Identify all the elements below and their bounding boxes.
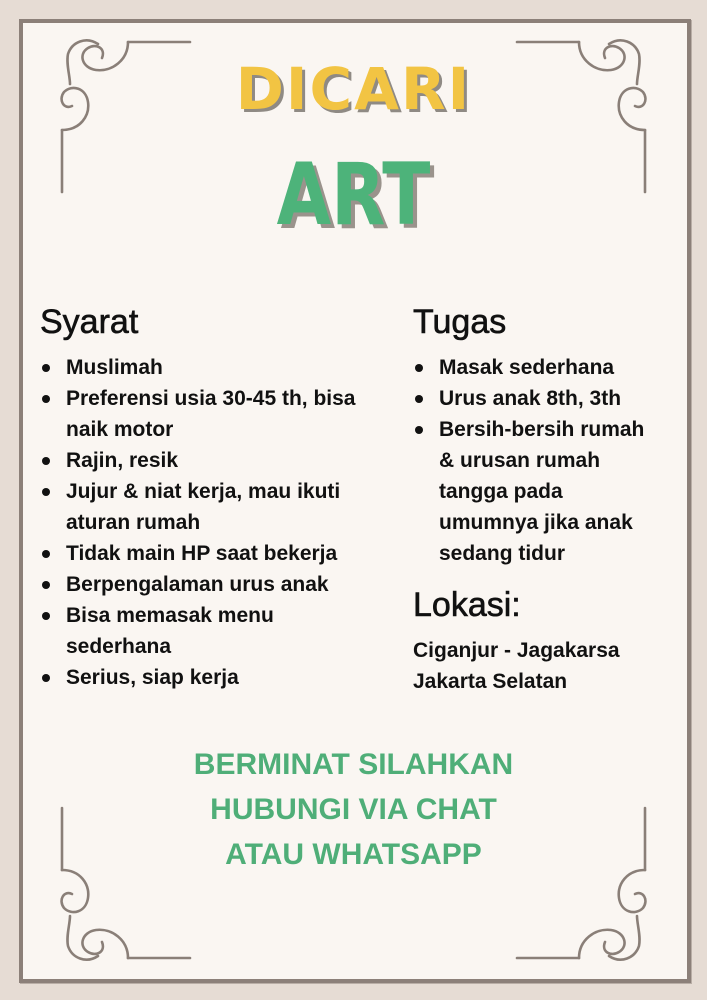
- list-item: Urus anak 8th, 3th: [413, 383, 658, 414]
- cta-line-3: ATAU WHATSAPP: [225, 838, 482, 871]
- list-item: Serius, siap kerja: [40, 662, 380, 693]
- lokasi-line-1: Ciganjur - Jagakarsa: [413, 639, 620, 662]
- call-to-action: [0, 742, 707, 877]
- title-dicari: DICARI: [235, 55, 472, 123]
- tugas-list: [413, 352, 658, 569]
- cta-line-1: BERMINAT SILAHKAN: [193, 748, 514, 781]
- list-item: Rajin, resik: [40, 445, 380, 476]
- list-item: Muslimah: [40, 352, 380, 383]
- lokasi-section: [413, 583, 658, 697]
- list-item: Bersih-bersih rumah & urusan rumah tangga pada umumnya jika anak sedang tidur: [413, 414, 658, 569]
- syarat-list: [40, 352, 380, 693]
- list-item: Preferensi usia 30-45 th, bisa naik motor: [40, 383, 380, 445]
- syarat-heading: Syarat: [40, 303, 139, 341]
- list-item: Tidak main HP saat bekerja: [40, 538, 380, 569]
- lokasi-line-2: Jakarta Selatan: [413, 670, 568, 693]
- title-art: ART: [276, 145, 431, 245]
- list-item: Jujur & niat kerja, mau ikuti aturan rumah: [40, 476, 380, 538]
- list-item: Berpengalaman urus anak: [40, 569, 380, 600]
- lokasi-heading: Lokasi:: [413, 586, 521, 624]
- tugas-section: [413, 300, 658, 697]
- cta-line-2: HUBUNGI VIA CHAT: [210, 793, 497, 826]
- list-item: Bisa memasak menu sederhana: [40, 600, 380, 662]
- tugas-heading: Tugas: [413, 303, 507, 341]
- list-item: Masak sederhana: [413, 352, 658, 383]
- syarat-section: [40, 300, 380, 693]
